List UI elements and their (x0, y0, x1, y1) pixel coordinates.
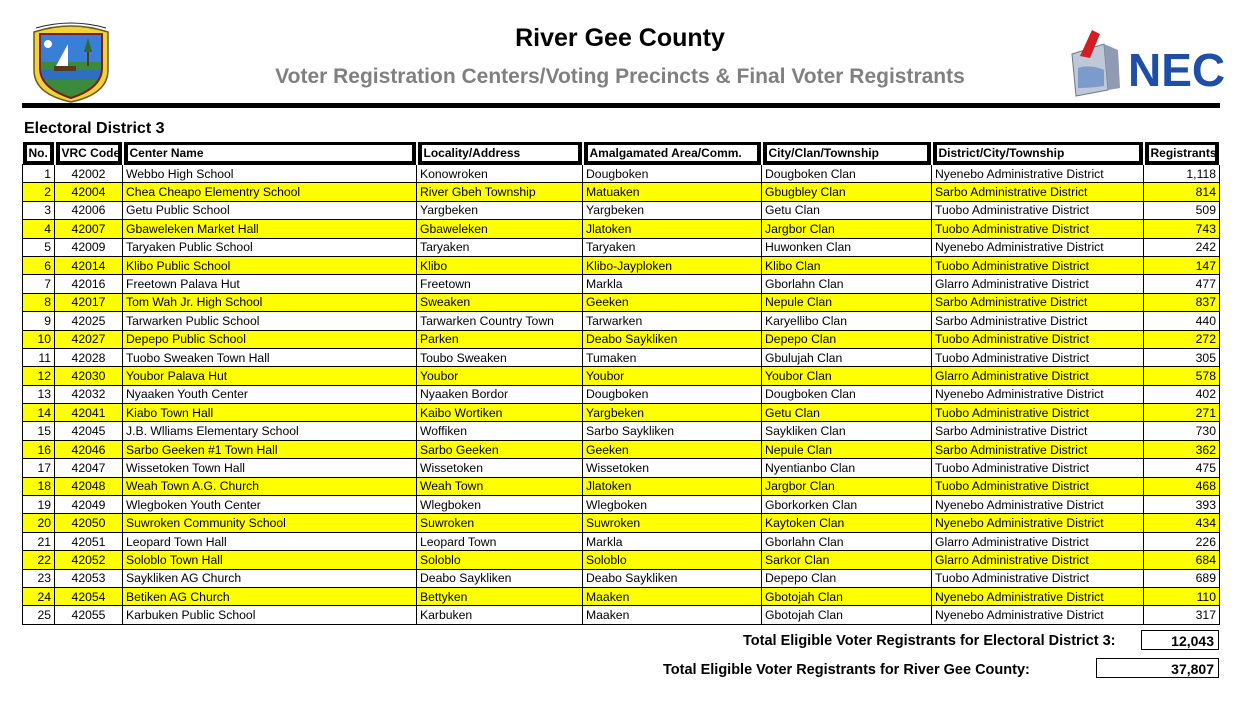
cell-vrc-code: 42032 (55, 385, 123, 403)
cell-locality: Suwroken (417, 514, 583, 532)
cell-amalgamated-area: Yargbeken (583, 201, 762, 219)
cell-row-number: 24 (23, 587, 55, 605)
cell-district: Nyenebo Administrative District (932, 606, 1144, 624)
cell-clan: Dougboken Clan (762, 165, 932, 183)
cell-district: Glarro Administrative District (932, 275, 1144, 293)
cell-amalgamated-area: Geeken (583, 440, 762, 458)
cell-district: Tuobo Administrative District (932, 201, 1144, 219)
cell-vrc-code: 42050 (55, 514, 123, 532)
cell-clan: Gbotojah Clan (762, 606, 932, 624)
cell-amalgamated-area: Youbor (583, 367, 762, 385)
column-header-label: City/Clan/Township (766, 144, 928, 162)
cell-registrants: 402 (1144, 385, 1220, 403)
cell-vrc-code: 42025 (55, 312, 123, 330)
cell-district: Nyenebo Administrative District (932, 385, 1144, 403)
table-row (23, 587, 1220, 605)
table-row (23, 312, 1220, 330)
column-header-district (932, 142, 1144, 165)
cell-registrants: 226 (1144, 532, 1220, 550)
cell-registrants: 684 (1144, 551, 1220, 569)
cell-row-number: 10 (23, 330, 55, 348)
cell-locality: Sweaken (417, 293, 583, 311)
cell-amalgamated-area: Jlatoken (583, 220, 762, 238)
district-total-label: Total Eligible Voter Registrants for Electoral District 3: (743, 633, 1116, 649)
cell-locality: Karbuken (417, 606, 583, 624)
cell-registrants: 272 (1144, 330, 1220, 348)
column-header-area (583, 142, 762, 165)
cell-vrc-code: 42030 (55, 367, 123, 385)
cell-district: Tuobo Administrative District (932, 404, 1144, 422)
cell-row-number: 23 (23, 569, 55, 587)
cell-vrc-code: 42055 (55, 606, 123, 624)
cell-registrants: 271 (1144, 404, 1220, 422)
cell-registrants: 434 (1144, 514, 1220, 532)
cell-vrc-code: 42016 (55, 275, 123, 293)
cell-clan: Depepo Clan (762, 330, 932, 348)
cell-vrc-code: 42046 (55, 440, 123, 458)
cell-registrants: 814 (1144, 183, 1220, 201)
cell-registrants: 110 (1144, 587, 1220, 605)
cell-clan: Jargbor Clan (762, 477, 932, 495)
cell-vrc-code: 42049 (55, 496, 123, 514)
cell-row-number: 19 (23, 496, 55, 514)
cell-locality: Soloblo (417, 551, 583, 569)
cell-center-name: Youbor Palava Hut (123, 367, 417, 385)
cell-clan: Getu Clan (762, 201, 932, 219)
cell-locality: Deabo Saykliken (417, 569, 583, 587)
cell-center-name: Depepo Public School (123, 330, 417, 348)
cell-clan: Gbotojah Clan (762, 587, 932, 605)
cell-clan: Gborlahn Clan (762, 275, 932, 293)
cell-district: Nyenebo Administrative District (932, 514, 1144, 532)
cell-row-number: 9 (23, 312, 55, 330)
cell-locality: Wissetoken (417, 459, 583, 477)
page-title: River Gee County (515, 24, 725, 52)
table-row (23, 532, 1220, 550)
cell-clan: Getu Clan (762, 404, 932, 422)
cell-locality: Kaibo Wortiken (417, 404, 583, 422)
table-row (23, 551, 1220, 569)
cell-amalgamated-area: Suwroken (583, 514, 762, 532)
cell-clan: Nepule Clan (762, 293, 932, 311)
cell-clan: Gborlahn Clan (762, 532, 932, 550)
table-row (23, 165, 1220, 183)
table-row (23, 330, 1220, 348)
cell-center-name: Soloblo Town Hall (123, 551, 417, 569)
cell-vrc-code: 42048 (55, 477, 123, 495)
column-header-no (23, 142, 55, 165)
cell-row-number: 8 (23, 293, 55, 311)
cell-center-name: Suwroken Community School (123, 514, 417, 532)
cell-amalgamated-area: Tumaken (583, 348, 762, 366)
cell-amalgamated-area: Dougboken (583, 385, 762, 403)
table-row (23, 496, 1220, 514)
table-row (23, 367, 1220, 385)
report-header (0, 0, 1240, 104)
cell-vrc-code: 42028 (55, 348, 123, 366)
cell-district: Glarro Administrative District (932, 532, 1144, 550)
table-row (23, 569, 1220, 587)
column-header-label: District/City/Township (936, 144, 1140, 162)
cell-amalgamated-area: Jlatoken (583, 477, 762, 495)
table-row (23, 422, 1220, 440)
cell-locality: Leopard Town (417, 532, 583, 550)
cell-amalgamated-area: Maaken (583, 587, 762, 605)
cell-row-number: 16 (23, 440, 55, 458)
cell-registrants: 1,118 (1144, 165, 1220, 183)
cell-vrc-code: 42006 (55, 201, 123, 219)
cell-vrc-code: 42054 (55, 587, 123, 605)
cell-row-number: 6 (23, 256, 55, 274)
cell-amalgamated-area: Yargbeken (583, 404, 762, 422)
cell-locality: Youbor (417, 367, 583, 385)
cell-row-number: 2 (23, 183, 55, 201)
cell-amalgamated-area: Wlegboken (583, 496, 762, 514)
cell-locality: Sarbo Geeken (417, 440, 583, 458)
table-row (23, 201, 1220, 219)
table-row (23, 606, 1220, 624)
cell-amalgamated-area: Tarwarken (583, 312, 762, 330)
cell-center-name: Getu Public School (123, 201, 417, 219)
cell-vrc-code: 42014 (55, 256, 123, 274)
cell-clan: Gbulujah Clan (762, 348, 932, 366)
cell-locality: Gbaweleken (417, 220, 583, 238)
cell-district: Nyenebo Administrative District (932, 587, 1144, 605)
cell-district: Tuobo Administrative District (932, 256, 1144, 274)
table-row (23, 183, 1220, 201)
cell-district: Sarbo Administrative District (932, 312, 1144, 330)
cell-registrants: 147 (1144, 256, 1220, 274)
cell-clan: Kaytoken Clan (762, 514, 932, 532)
column-header-vrc-code (55, 142, 123, 165)
column-header-clan (762, 142, 932, 165)
cell-registrants: 393 (1144, 496, 1220, 514)
table-row (23, 459, 1220, 477)
cell-amalgamated-area: Klibo-Jayploken (583, 256, 762, 274)
table-row (23, 256, 1220, 274)
cell-row-number: 18 (23, 477, 55, 495)
svg-text:NEC: NEC (1128, 44, 1226, 96)
cell-vrc-code: 42009 (55, 238, 123, 256)
cell-registrants: 509 (1144, 201, 1220, 219)
cell-row-number: 17 (23, 459, 55, 477)
cell-row-number: 25 (23, 606, 55, 624)
table-row (23, 348, 1220, 366)
column-header-label: Locality/Address (421, 144, 579, 162)
table-header-row (23, 142, 1220, 165)
cell-district: Sarbo Administrative District (932, 183, 1144, 201)
cell-registrants: 743 (1144, 220, 1220, 238)
cell-registrants: 689 (1144, 569, 1220, 587)
cell-clan: Gborkorken Clan (762, 496, 932, 514)
table-row (23, 440, 1220, 458)
cell-locality: Yargbeken (417, 201, 583, 219)
cell-district: Tuobo Administrative District (932, 569, 1144, 587)
column-header-label: Center Name (127, 144, 413, 162)
cell-row-number: 22 (23, 551, 55, 569)
cell-locality: Wlegboken (417, 496, 583, 514)
table-row (23, 477, 1220, 495)
cell-locality: River Gbeh Township (417, 183, 583, 201)
cell-registrants: 578 (1144, 367, 1220, 385)
registration-table (22, 142, 1221, 625)
cell-vrc-code: 42053 (55, 569, 123, 587)
cell-clan: Sarkor Clan (762, 551, 932, 569)
column-header-center-name (123, 142, 417, 165)
table-row (23, 385, 1220, 403)
cell-locality: Weah Town (417, 477, 583, 495)
cell-center-name: Wissetoken Town Hall (123, 459, 417, 477)
cell-row-number: 11 (23, 348, 55, 366)
cell-locality: Parken (417, 330, 583, 348)
column-header-registrants (1144, 142, 1220, 165)
cell-row-number: 1 (23, 165, 55, 183)
cell-clan: Depepo Clan (762, 569, 932, 587)
cell-locality: Nyaaken Bordor (417, 385, 583, 403)
cell-vrc-code: 42004 (55, 183, 123, 201)
cell-clan: Jargbor Clan (762, 220, 932, 238)
cell-center-name: Betiken AG Church (123, 587, 417, 605)
cell-row-number: 7 (23, 275, 55, 293)
cell-district: Tuobo Administrative District (932, 348, 1144, 366)
cell-registrants: 468 (1144, 477, 1220, 495)
cell-locality: Konowroken (417, 165, 583, 183)
cell-district: Glarro Administrative District (932, 367, 1144, 385)
cell-center-name: J.B. Wlliams Elementary School (123, 422, 417, 440)
column-header-label: VRC Code (59, 144, 119, 162)
cell-amalgamated-area: Matuaken (583, 183, 762, 201)
cell-clan: Karyellibo Clan (762, 312, 932, 330)
cell-clan: Klibo Clan (762, 256, 932, 274)
district-heading: Electoral District 3 (24, 120, 165, 137)
cell-locality: Freetown (417, 275, 583, 293)
table-row (23, 404, 1220, 422)
cell-center-name: Sarbo Geeken #1 Town Hall (123, 440, 417, 458)
cell-registrants: 242 (1144, 238, 1220, 256)
cell-district: Nyenebo Administrative District (932, 238, 1144, 256)
cell-center-name: Saykliken AG Church (123, 569, 417, 587)
cell-clan: Dougboken Clan (762, 385, 932, 403)
cell-row-number: 5 (23, 238, 55, 256)
district-total-value: 12,043 (1141, 630, 1219, 650)
cell-vrc-code: 42002 (55, 165, 123, 183)
cell-amalgamated-area: Soloblo (583, 551, 762, 569)
cell-locality: Tarwarken Country Town (417, 312, 583, 330)
cell-row-number: 4 (23, 220, 55, 238)
cell-locality: Taryaken (417, 238, 583, 256)
column-header-locality (417, 142, 583, 165)
cell-amalgamated-area: Maaken (583, 606, 762, 624)
cell-row-number: 15 (23, 422, 55, 440)
cell-clan: Nyentianbo Clan (762, 459, 932, 477)
cell-center-name: Wlegboken Youth Center (123, 496, 417, 514)
cell-vrc-code: 42017 (55, 293, 123, 311)
cell-row-number: 13 (23, 385, 55, 403)
cell-clan: Nepule Clan (762, 440, 932, 458)
cell-district: Tuobo Administrative District (932, 330, 1144, 348)
cell-center-name: Chea Cheapo Elementry School (123, 183, 417, 201)
table-row (23, 220, 1220, 238)
cell-vrc-code: 42045 (55, 422, 123, 440)
cell-registrants: 317 (1144, 606, 1220, 624)
cell-clan: Gbugbley Clan (762, 183, 932, 201)
cell-center-name: Tarwarken Public School (123, 312, 417, 330)
nec-logo-icon (1066, 26, 1226, 100)
cell-center-name: Tuobo Sweaken Town Hall (123, 348, 417, 366)
cell-district: Nyenebo Administrative District (932, 496, 1144, 514)
cell-vrc-code: 42051 (55, 532, 123, 550)
cell-amalgamated-area: Markla (583, 532, 762, 550)
cell-locality: Woffiken (417, 422, 583, 440)
cell-center-name: Gbaweleken Market Hall (123, 220, 417, 238)
cell-center-name: Freetown Palava Hut (123, 275, 417, 293)
cell-amalgamated-area: Taryaken (583, 238, 762, 256)
cell-amalgamated-area: Dougboken (583, 165, 762, 183)
cell-clan: Huwonken Clan (762, 238, 932, 256)
cell-registrants: 477 (1144, 275, 1220, 293)
county-total-label: Total Eligible Voter Registrants for River Gee County: (663, 662, 1030, 678)
cell-district: Sarbo Administrative District (932, 293, 1144, 311)
page-subtitle: Voter Registration Centers/Voting Precincts & Final Voter Registrants (275, 65, 965, 88)
cell-registrants: 475 (1144, 459, 1220, 477)
cell-vrc-code: 42052 (55, 551, 123, 569)
table-row (23, 514, 1220, 532)
county-total-value: 37,807 (1096, 658, 1219, 678)
cell-district: Glarro Administrative District (932, 551, 1144, 569)
cell-center-name: Taryaken Public School (123, 238, 417, 256)
cell-row-number: 14 (23, 404, 55, 422)
cell-vrc-code: 42007 (55, 220, 123, 238)
cell-center-name: Kiabo Town Hall (123, 404, 417, 422)
cell-registrants: 362 (1144, 440, 1220, 458)
cell-amalgamated-area: Geeken (583, 293, 762, 311)
cell-center-name: Weah Town A.G. Church (123, 477, 417, 495)
cell-center-name: Webbo High School (123, 165, 417, 183)
cell-district: Nyenebo Administrative District (932, 165, 1144, 183)
column-header-label: No. (26, 144, 51, 162)
cell-registrants: 730 (1144, 422, 1220, 440)
cell-center-name: Tom Wah Jr. High School (123, 293, 417, 311)
cell-locality: Toubo Sweaken (417, 348, 583, 366)
cell-center-name: Leopard Town Hall (123, 532, 417, 550)
cell-clan: Youbor Clan (762, 367, 932, 385)
table-row (23, 293, 1220, 311)
header-divider (22, 103, 1220, 108)
cell-vrc-code: 42047 (55, 459, 123, 477)
cell-row-number: 20 (23, 514, 55, 532)
cell-district: Tuobo Administrative District (932, 220, 1144, 238)
cell-center-name: Nyaaken Youth Center (123, 385, 417, 403)
cell-row-number: 12 (23, 367, 55, 385)
cell-row-number: 21 (23, 532, 55, 550)
table-row (23, 238, 1220, 256)
cell-registrants: 305 (1144, 348, 1220, 366)
cell-amalgamated-area: Deabo Saykliken (583, 330, 762, 348)
cell-amalgamated-area: Sarbo Saykliken (583, 422, 762, 440)
cell-locality: Klibo (417, 256, 583, 274)
cell-district: Sarbo Administrative District (932, 422, 1144, 440)
cell-vrc-code: 42041 (55, 404, 123, 422)
cell-amalgamated-area: Markla (583, 275, 762, 293)
cell-clan: Saykliken Clan (762, 422, 932, 440)
table-body (23, 165, 1220, 625)
cell-amalgamated-area: Deabo Saykliken (583, 569, 762, 587)
cell-row-number: 3 (23, 201, 55, 219)
cell-registrants: 837 (1144, 293, 1220, 311)
cell-registrants: 440 (1144, 312, 1220, 330)
column-header-label: Registrants (1148, 144, 1216, 162)
cell-amalgamated-area: Wissetoken (583, 459, 762, 477)
cell-center-name: Klibo Public School (123, 256, 417, 274)
cell-district: Tuobo Administrative District (932, 477, 1144, 495)
table-row (23, 275, 1220, 293)
cell-district: Sarbo Administrative District (932, 440, 1144, 458)
cell-locality: Bettyken (417, 587, 583, 605)
cell-district: Tuobo Administrative District (932, 459, 1144, 477)
column-header-label: Amalgamated Area/Comm. (587, 144, 758, 162)
cell-center-name: Karbuken Public School (123, 606, 417, 624)
cell-vrc-code: 42027 (55, 330, 123, 348)
